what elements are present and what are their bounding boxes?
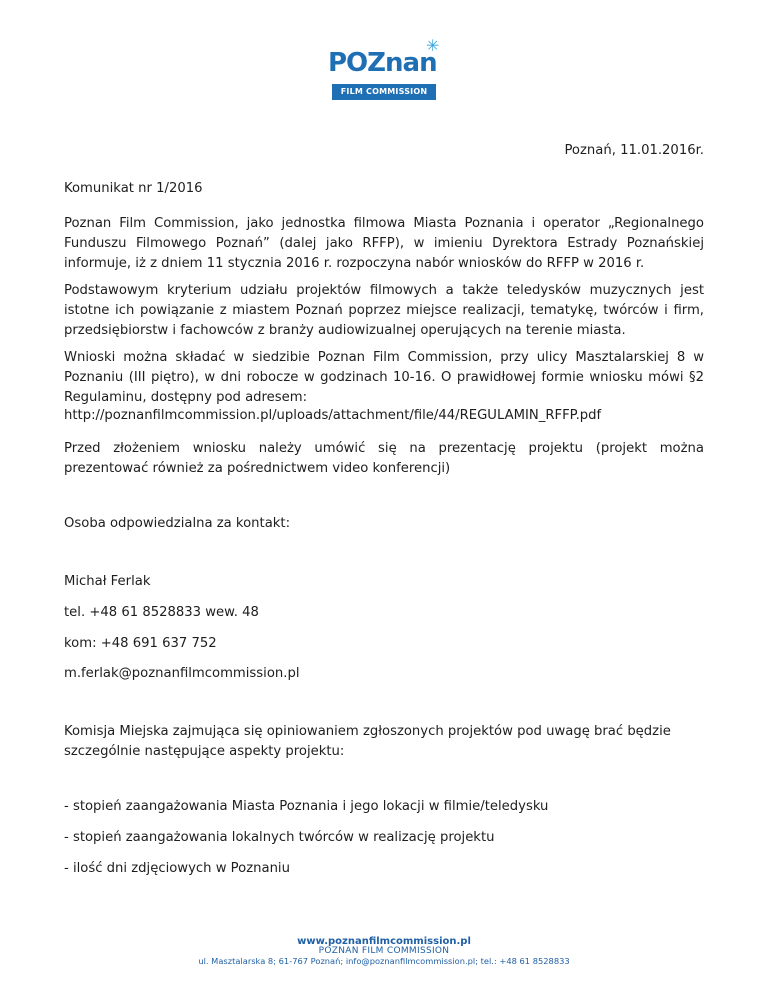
- paragraph-criteria: Podstawowym kryterium udziału projektów filmowych a także teledysków muzycznych jest istotne ich powiązanie z miastem Poznań poprzez miejsce realizacji, tematykę, twórców i firm, przedsiębiorstw i fachowców z branży audiowizualnej operujących na terenie miasta.: [64, 283, 704, 338]
- contact-mobile: kom: +48 691 637 752: [64, 636, 217, 651]
- criteria-intro: Komisja Miejska zajmująca się opiniowaniem zgłoszonych projektów pod uwagę brać będzie szczególnie następujące aspekty projektu:: [64, 724, 671, 759]
- logo-band: FILM COMMISSION: [332, 84, 436, 100]
- contact-heading: Osoba odpowiedzialna za kontakt:: [64, 516, 291, 531]
- footer-organization: POZNAN FILM COMMISSION: [318, 946, 450, 956]
- footer-url[interactable]: www.poznanfilmcommission.pl: [297, 936, 471, 947]
- footer-address: ul. Masztalarska 8; 61-767 Poznań; info@poznanfilmcommission.pl; tel.: +48 61 8528833: [198, 956, 570, 966]
- logo-wordmark: POZnan: [328, 48, 437, 78]
- poznan-film-commission-logo: [328, 36, 440, 106]
- criteria-item: - ilość dni zdjęciowych w Poznaniu: [64, 861, 290, 876]
- contact-name: Michał Ferlak: [64, 574, 151, 589]
- regulation-link[interactable]: http://poznanfilmcommission.pl/uploads/attachment/file/44/REGULAMIN_RFFP.pdf: [64, 408, 602, 423]
- reference-number: Komunikat nr 1/2016: [64, 181, 203, 196]
- contact-email[interactable]: m.ferlak@poznanfilmcommission.pl: [64, 666, 300, 681]
- paragraph-intro: Poznan Film Commission, jako jednostka filmowa Miasta Poznania i operator „Regionalnego Funduszu Filmowego Poznań” (dalej jako RFFP), w imieniu Dyrektora Estrady Poznańskiej informuje, iż z dniem 11 stycznia 2016 r. rozpoczyna nabór wniosków do RFFP w 2016 r.: [64, 216, 704, 271]
- asterisk-icon: ✳: [426, 36, 440, 55]
- contact-phone: tel. +48 61 8528833 wew. 48: [64, 605, 259, 620]
- paragraph-submission: Wnioski można składać w siedzibie Poznan Film Commission, przy ulicy Masztalarskiej 8 w Poznaniu (III piętro), w dni robocze w godzinach 10-16. O prawidłowej formie wniosku mówi §2 Regulaminu, dostępny pod adresem:: [64, 350, 704, 405]
- criteria-item: - stopień zaangażowania lokalnych twórców w realizację projektu: [64, 830, 495, 845]
- paragraph-presentation: Przed złożeniem wniosku należy umówić się na prezentację projektu (projekt można prezentować również za pośrednictwem video konferencji): [64, 441, 704, 476]
- criteria-item: - stopień zaangażowania Miasta Poznania i jego lokacji w filmie/teledysku: [64, 799, 549, 814]
- place-date: Poznań, 11.01.2016r.: [564, 143, 704, 158]
